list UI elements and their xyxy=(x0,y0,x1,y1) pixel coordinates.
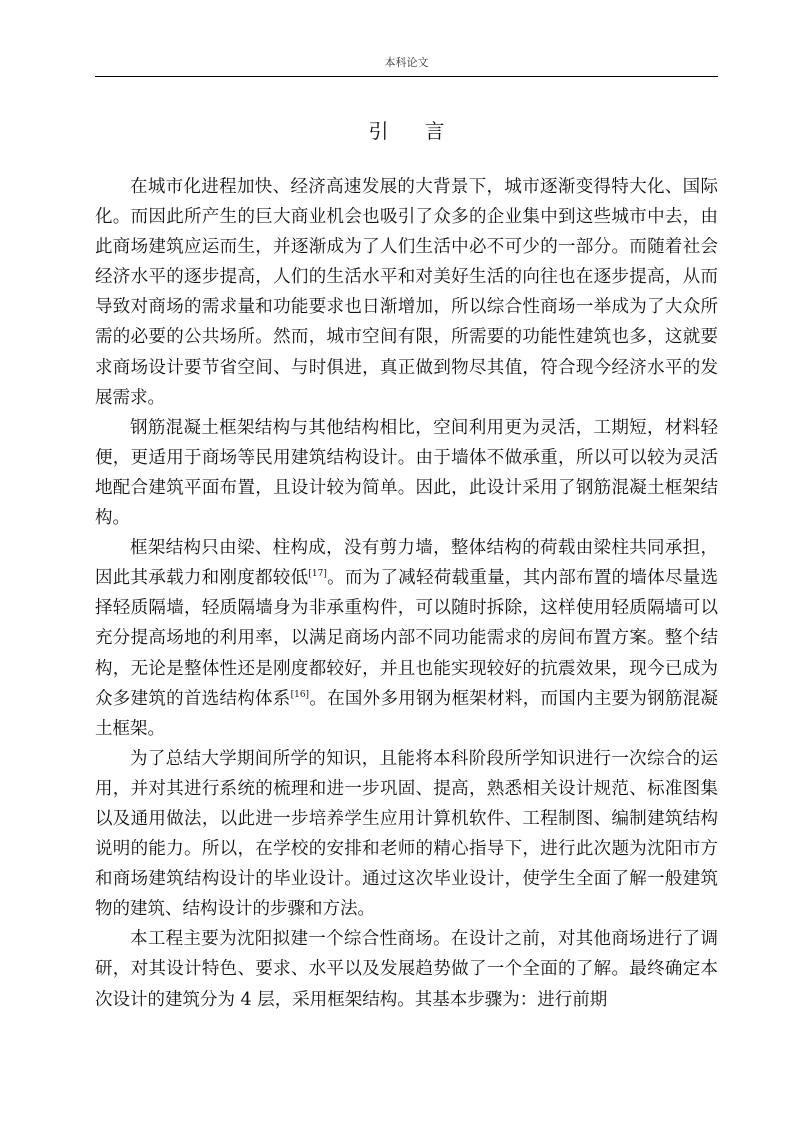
paragraph-frame-structure-text-3: 。在国外多用钢为框架材料，而国内主要为钢筋混凝土框架。 xyxy=(95,688,718,739)
citation-16: [16] xyxy=(290,689,310,700)
section-title xyxy=(95,117,718,145)
section-title-char-1: 引 xyxy=(368,119,389,143)
body-text xyxy=(95,172,718,1015)
paragraph-urbanization: 在城市化进程加快、经济高速发展的大背景下，城市逐渐变得特大化、国际化。而因此所产生的巨大商业机会也吸引了众多的企业集中到这些城市中去，由此商场建筑应运而生，并逐渐成为了人们生活中必不可少的一部分。而随着社会经济水平的逐步提高，人们的生活水平和对美好生活的向往也在逐步提高，从而导致对商场的需求量和功能要求也日渐增加，所以综合性商场一举成为了大众所需的必要的公共场所。然而，城市空间有限，所需要的功能性建筑也多，这就要求商场设计要节省空间、与时俱进，真正做到物尽其值，符合现今经济水平的发展需求。 xyxy=(95,177,718,408)
paragraph-frame-structure-text-2: 。而为了减轻荷载重量，其内部布置的墙体尽量选择轻质隔墙，轻质隔墙身为非承重构件，可以随时拆除，这样使用轻质隔墙可以充分提高场地的利用率，以满足商场内部不同功能需求的房间布置方案。整个结构，无论是整体性还是刚度都较好，并且也能实现较好的抗震效果，现今已成为众多建筑的首选结构体系 xyxy=(95,568,718,709)
section-title-char-2: 言 xyxy=(424,119,445,143)
header-divider xyxy=(95,76,718,77)
paragraph-purpose: 为了总结大学期间所学的知识，且能将本科阶段所学知识进行一次综合的运用，并对其进行系统的梳理和进一步巩固、提高，熟悉相关设计规范、标准图集以及通用做法，以此进一步培养学生应用计算机软件、工程制图、编制建筑结构说明的能力。所以，在学校的安排和老师的精心指导下，进行此次题为沈阳市方和商场建筑结构设计的毕业设计。通过这次毕业设计，使学生全面了解一般建筑物的建筑、结构设计的步骤和方法。 xyxy=(95,748,718,920)
citation-17: [17] xyxy=(308,569,327,580)
running-header: 本科论文 xyxy=(384,56,429,69)
paragraph-rc-frame: 钢筋混凝土框架结构与其他结构相比，空间利用更为灵活，工期短，材料轻便，更适用于商场等民用建筑结构设计。由于墙体不做承重，所以可以较为灵活地配合建筑平面布置，且设计较为简单。因此，此设计采用了钢筋混凝土框架结构。 xyxy=(95,417,718,529)
paragraph-project: 本工程主要为沈阳拟建一个综合性商场。在设计之前，对其他商场进行了调研，对其设计特色、要求、水平以及发展趋势做了一个全面的了解。最终确定本次设计的建筑分为 4 层，采用框架结构。其基本步骤为：进行前期 xyxy=(95,929,718,1010)
paragraph-frame-structure-text-1: 框架结构只由梁、柱构成，没有剪力墙，整体结构的荷载由梁柱共同承担，因此其承载力和刚度都较低 xyxy=(95,538,718,589)
paragraph-frame-structure xyxy=(95,533,718,744)
